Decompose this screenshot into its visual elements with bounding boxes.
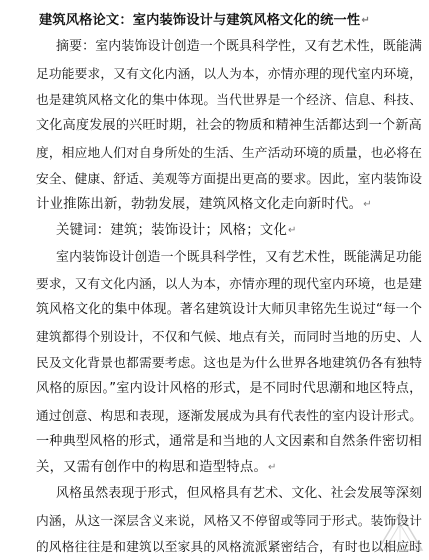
text-line (36, 168, 422, 190)
text-line (56, 220, 297, 242)
watermark-logo (375, 510, 425, 554)
paragraph-mark: ↵ (288, 225, 297, 237)
title-text: 建筑风格论文：室内装饰设计与建筑风格文化的统一性 (39, 13, 361, 28)
line-text: 也是建筑风格文化的集中体现。当代世界是一个经济、信息、科技、 (36, 91, 423, 107)
text-line (36, 194, 372, 216)
text-line (36, 299, 422, 321)
text-line (36, 510, 422, 532)
line-text: 的风格往往是和建筑以至家具的风格流派紧密结合，有时也以相应时 (36, 539, 423, 554)
line-text: 度，相应地人们对自身所处的生活、生产活动环境的质量，也必将在 (36, 144, 423, 160)
line-text: 内涵，从这一深层含义来说，风格又不停留或等同于形式。装饰设计 (36, 512, 423, 528)
line-text: 足功能要求，又有文化内涵，以人为本，亦情亦理的现代室内环境， (36, 65, 423, 81)
line-text: 安全、健康、舒适、美观等方面提出更高的要求。因此，室内装饰设 (36, 170, 423, 186)
text-line (36, 378, 422, 400)
text-line (56, 247, 422, 269)
text-line (56, 36, 422, 58)
paragraph-mark: ↵ (268, 462, 277, 474)
line-text: 关键词：建筑；装饰设计；风格；文化 (56, 223, 288, 239)
text-line (56, 483, 422, 505)
text-line (36, 405, 422, 427)
line-text: 筑风格文化的集中体现。著名建筑设计大师贝聿铭先生说过“每一个 (36, 302, 423, 318)
line-text: 计业推陈出新，勃勃发展，建筑风格文化走向新时代。 (36, 197, 363, 213)
text-line (36, 352, 422, 374)
text-line (36, 89, 422, 111)
text-line (36, 457, 277, 479)
text-line (36, 326, 422, 348)
text-line (36, 431, 422, 453)
line-text: 民及文化背景也都需要考虑。这也是为什么世界各地建筑仍各有独特 (36, 354, 423, 370)
line-text: 摘要：室内装饰设计创造一个既具科学性，又有艺术性，既能满 (56, 39, 423, 55)
line-text: 通过创意、构思和表现，逐渐发展成为具有代表性的室内设计形式。 (36, 407, 423, 423)
paragraph-mark: ↵ (363, 199, 372, 211)
line-text: 室内装饰设计创造一个既具科学性，又有艺术性，既能满足功能 (56, 249, 423, 265)
line-text: 风格的原因。”室内设计风格的形式，是不同时代思潮和地区特点， (36, 381, 423, 397)
line-text: 要求，又有文化内涵，以人为本，亦情亦理的现代室内环境，也是建 (36, 276, 423, 291)
line-text: 建筑都得个别设计，不仅和气候、地点有关，而同时当地的历史、人 (36, 328, 423, 344)
paragraph-mark: ↵ (361, 15, 370, 26)
text-line (36, 536, 422, 558)
line-text: 关，又需有创作中的构思和造型特点。 (36, 460, 268, 476)
line-text: 文化高度发展的兴旺时期，社会的物质和精神生活都达到一个新高 (36, 118, 422, 134)
document-title (39, 10, 370, 32)
text-line (36, 142, 422, 164)
text-line (36, 273, 422, 295)
text-line (36, 115, 422, 137)
line-text: 一种典型风格的形式，通常是和当地的人文因素和自然条件密切相 (36, 433, 422, 449)
text-line (36, 63, 422, 85)
line-text: 风格虽然表现于形式，但风格具有艺术、文化、社会发展等深刻 (56, 486, 423, 502)
